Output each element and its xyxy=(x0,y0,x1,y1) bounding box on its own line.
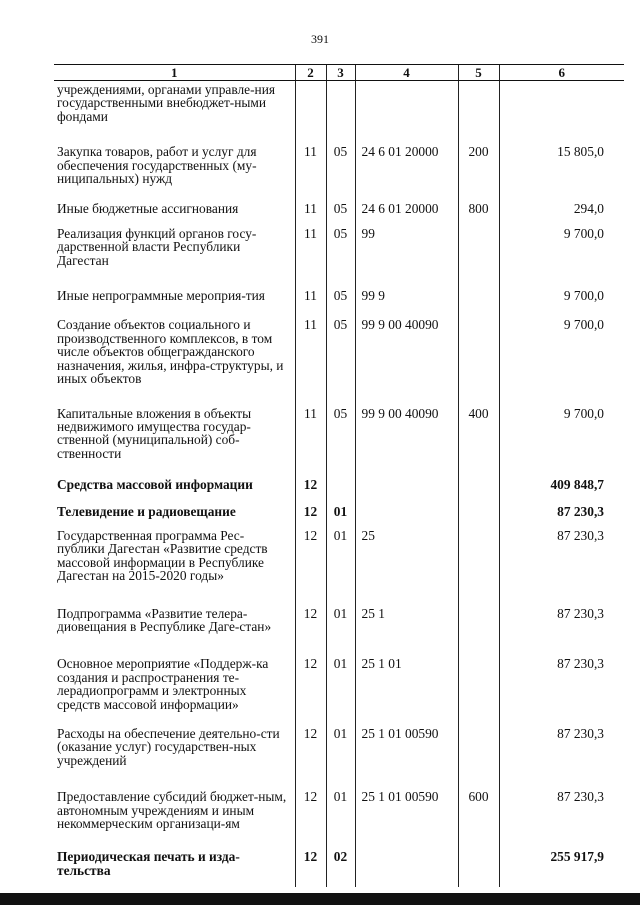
row-amount: 87 230,3 xyxy=(499,523,624,595)
row-amount: 9 700,0 xyxy=(499,310,624,398)
row-target-item: 24 6 01 20000 xyxy=(355,198,458,222)
row-subsection: 05 xyxy=(326,137,355,198)
page-number: 391 xyxy=(311,32,329,46)
row-name: Закупка товаров, работ и услуг для обеспечения государственных (му-ниципальных) нужд xyxy=(57,144,257,187)
row-name: Подпрограмма «Развитие телера-диовещания в Республике Даге-стан» xyxy=(57,605,272,634)
row-name: Предоставление субсидий бюджет-ным, автономным учреждениям и иным некоммерческим организаци-ям xyxy=(57,789,287,832)
table-row xyxy=(54,523,624,595)
row-section: 11 xyxy=(295,279,326,310)
row-subsection xyxy=(326,468,355,498)
table-row xyxy=(54,646,624,722)
table-row xyxy=(54,468,624,498)
row-target-item xyxy=(355,840,458,887)
table-row xyxy=(54,840,624,887)
row-section: 11 xyxy=(295,399,326,469)
row-name: Государственная программа Рес-публики Дагестан «Развитие средств массовой информации в Республике Дагестан на 2015-2020 годы» xyxy=(57,527,268,584)
column-header-expense-type: 5 xyxy=(458,65,499,81)
row-section: 11 xyxy=(295,223,326,279)
row-section: 12 xyxy=(295,722,326,780)
table-row xyxy=(54,595,624,647)
row-expense-type xyxy=(458,468,499,498)
table-row xyxy=(54,223,624,279)
row-subsection: 05 xyxy=(326,310,355,398)
row-target-item: 24 6 01 20000 xyxy=(355,137,458,198)
row-expense-type xyxy=(458,840,499,887)
row-subsection: 02 xyxy=(326,840,355,887)
column-header-target-item: 4 xyxy=(355,65,458,81)
row-section: 12 xyxy=(295,780,326,840)
row-name: Расходы на обеспечение деятельно-сти (оказание услуг) государствен-ных учреждений xyxy=(57,726,280,768)
row-subsection: 01 xyxy=(326,780,355,840)
row-amount: 87 230,3 xyxy=(499,646,624,722)
row-name: Создание объектов социального и производственного комплексов, в том числе объектов общегражданского назначения, жилья, инфра-структуры, и иных объектов xyxy=(57,317,284,387)
row-amount: 9 700,0 xyxy=(499,223,624,279)
row-subsection: 01 xyxy=(326,595,355,647)
row-name: Капитальные вложения в объекты недвижимого имущества государ-ственной (муниципальной) соб-ственности xyxy=(57,405,252,461)
table-row xyxy=(54,399,624,469)
column-header-section: 2 xyxy=(295,65,326,81)
row-name: Основное мероприятие «Поддерж-ка создания и распространения те-лерадиопрограмм и электронных средств массовой информации» xyxy=(57,656,269,712)
row-target-item: 99 xyxy=(355,223,458,279)
row-section: 12 xyxy=(295,840,326,887)
row-expense-type: 200 xyxy=(458,137,499,198)
row-section: 11 xyxy=(295,310,326,398)
row-expense-type xyxy=(458,722,499,780)
row-amount xyxy=(499,81,624,138)
budget-table xyxy=(54,64,624,887)
row-expense-type xyxy=(458,279,499,310)
row-amount: 409 848,7 xyxy=(499,468,624,498)
row-name: Иные бюджетные ассигнования xyxy=(57,201,239,217)
row-amount: 87 230,3 xyxy=(499,780,624,840)
row-expense-type xyxy=(458,646,499,722)
table-row xyxy=(54,780,624,840)
row-section: 12 xyxy=(295,468,326,498)
row-target-item: 25 1 xyxy=(355,595,458,647)
row-expense-type xyxy=(458,310,499,398)
row-target-item: 99 9 00 40090 xyxy=(355,399,458,469)
table-row xyxy=(54,198,624,222)
table-row xyxy=(54,722,624,780)
table-row xyxy=(54,279,624,310)
row-subsection: 01 xyxy=(326,523,355,595)
row-section: 11 xyxy=(295,137,326,198)
row-target-item xyxy=(355,81,458,138)
row-subsection: 05 xyxy=(326,279,355,310)
table-row xyxy=(54,310,624,398)
row-target-item: 25 1 01 00590 xyxy=(355,722,458,780)
row-section: 12 xyxy=(295,595,326,647)
row-amount: 9 700,0 xyxy=(499,279,624,310)
row-expense-type: 600 xyxy=(458,780,499,840)
row-target-item: 99 9 00 40090 xyxy=(355,310,458,398)
row-name: Средства массовой информации xyxy=(57,477,253,493)
row-expense-type xyxy=(458,81,499,138)
row-target-item: 99 9 xyxy=(355,279,458,310)
row-subsection xyxy=(326,81,355,138)
row-subsection: 01 xyxy=(326,499,355,523)
row-subsection: 01 xyxy=(326,722,355,780)
row-section: 12 xyxy=(295,523,326,595)
table-row xyxy=(54,137,624,198)
row-section xyxy=(295,81,326,138)
row-subsection: 05 xyxy=(326,399,355,469)
row-amount: 9 700,0 xyxy=(499,399,624,469)
column-header-subsection: 3 xyxy=(326,65,355,81)
column-header-name: 1 xyxy=(54,65,295,81)
scan-bottom-edge xyxy=(0,893,640,905)
row-section: 11 xyxy=(295,198,326,222)
row-amount: 294,0 xyxy=(499,198,624,222)
row-name: Периодическая печать и изда-тельства xyxy=(57,849,240,878)
table-row xyxy=(54,499,624,523)
row-target-item xyxy=(355,499,458,523)
row-section: 12 xyxy=(295,646,326,722)
row-amount: 87 230,3 xyxy=(499,722,624,780)
row-name: Телевидение и радиовещание xyxy=(57,503,236,519)
row-expense-type xyxy=(458,523,499,595)
header-row xyxy=(54,65,624,81)
row-target-item xyxy=(355,468,458,498)
row-section: 12 xyxy=(295,499,326,523)
table-row xyxy=(54,81,624,138)
row-amount: 15 805,0 xyxy=(499,137,624,198)
row-expense-type xyxy=(458,595,499,647)
row-name: Иные непрограммные мероприя-тия xyxy=(57,288,265,304)
row-expense-type xyxy=(458,499,499,523)
row-subsection: 01 xyxy=(326,646,355,722)
row-name: учреждениями, органами управле-ния государственными внебюджет-ными фондами xyxy=(57,82,276,124)
row-amount: 87 230,3 xyxy=(499,499,624,523)
row-expense-type: 400 xyxy=(458,399,499,469)
row-subsection: 05 xyxy=(326,198,355,222)
row-subsection: 05 xyxy=(326,223,355,279)
column-header-amount: 6 xyxy=(499,65,624,81)
row-target-item: 25 1 01 xyxy=(355,646,458,722)
row-amount: 255 917,9 xyxy=(499,840,624,887)
row-expense-type: 800 xyxy=(458,198,499,222)
row-target-item: 25 1 01 00590 xyxy=(355,780,458,840)
row-name: Реализация функций органов госу-дарственной власти Республики Дагестан xyxy=(57,225,257,268)
row-amount: 87 230,3 xyxy=(499,595,624,647)
row-expense-type xyxy=(458,223,499,279)
row-target-item: 25 xyxy=(355,523,458,595)
